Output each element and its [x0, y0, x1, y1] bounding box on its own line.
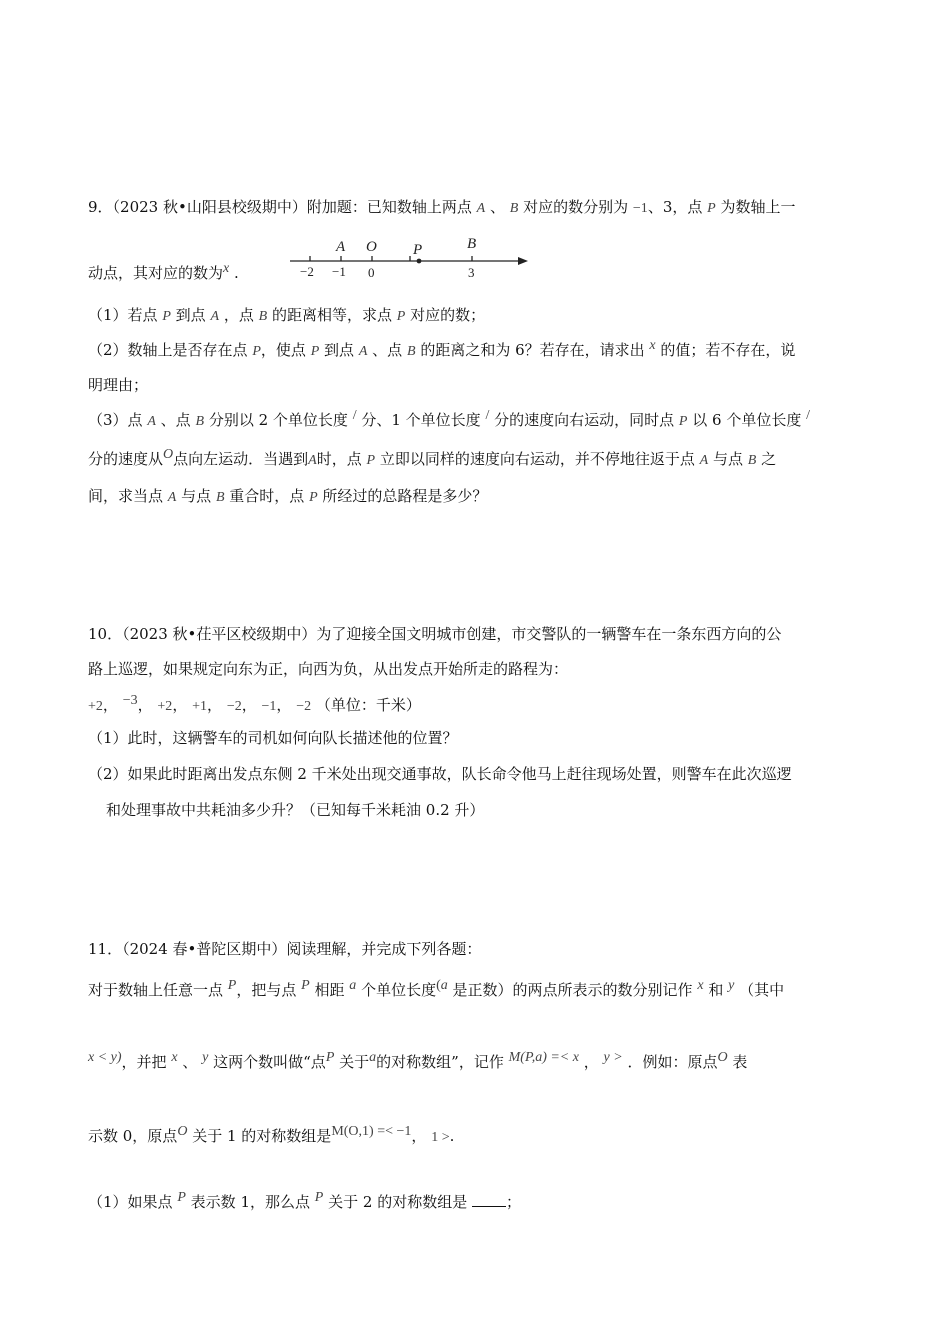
q9-text: （1）若点 — [88, 306, 158, 324]
comma: ， — [102, 696, 118, 714]
var-x: x — [223, 261, 230, 276]
q11-text: 表示数 1，那么点 — [190, 1193, 310, 1211]
slash-symbol: / — [806, 408, 811, 423]
q9-text: 之 — [761, 450, 777, 468]
comma: ， — [241, 696, 257, 714]
symmetric-pair-expr: 1 > — [431, 1130, 450, 1145]
q11-sub1 — [88, 1191, 521, 1215]
q10-sub2-cont — [106, 799, 484, 821]
q11-text: 相距 — [314, 981, 345, 999]
q9-text: 与点 — [181, 487, 212, 505]
symmetric-pair-expr: M(P,a) =< x — [508, 1050, 579, 1065]
q10-line-2 — [88, 658, 568, 680]
point-label-o: O — [366, 239, 377, 255]
q11-text: ， — [583, 1053, 599, 1071]
var-p: P — [396, 309, 406, 324]
comma: ， — [207, 696, 223, 714]
q9-text: 分别以 2 个单位长度 — [208, 411, 348, 429]
q10-sub1 — [88, 727, 458, 749]
q11-text: 和 — [708, 981, 724, 999]
comma: ， — [137, 696, 153, 714]
var-b: B — [406, 344, 416, 359]
q9-text: 的值；若不存在，说 — [660, 341, 796, 359]
route-value: −2 — [226, 699, 242, 714]
q11-text: （1）如果点 — [88, 1193, 173, 1211]
q9-text: 与点 — [713, 450, 744, 468]
q10-text: 和处理事故中共耗油多少升？（已知每千米耗油 0.2 升） — [106, 801, 485, 819]
var-p: P — [678, 414, 688, 429]
q11-text: 表 — [732, 1053, 748, 1071]
q10-text: （2）如果此时距离出发点东侧 2 千米处出现交通事故，队长命令他马上赶往现场处置，则警车在此次巡逻 — [88, 765, 792, 783]
q11-text: 示数 0，原点 — [88, 1127, 178, 1145]
var-a-lower: a — [369, 1050, 377, 1065]
var-p: P — [252, 344, 261, 359]
q9-text: 时，点 — [316, 450, 362, 468]
var-b: B — [747, 453, 757, 468]
q9-sub2 — [88, 339, 795, 363]
route-value: +2 — [88, 699, 103, 714]
q11-text: ，把与点 — [236, 981, 297, 999]
var-b: B — [195, 414, 205, 429]
q9-text: . — [234, 264, 239, 282]
var-o: O — [163, 447, 174, 462]
symmetric-pair-expr: y > — [603, 1050, 623, 1065]
q11-text: 的对称数组”，记作 — [376, 1053, 504, 1071]
var-x: x — [649, 338, 656, 353]
var-b: B — [258, 309, 268, 324]
q11-text: 是正数）的两点所表示的数分别记作 — [452, 981, 693, 999]
q10-text: 10．（2023 秋•茌平区校级期中）为了迎接全国文明城市创建，市交警队的一辆警车在一条东西方向的公 — [88, 625, 782, 643]
value-neg1: −1 — [632, 201, 648, 216]
q11-text: 这两个数叫做“点 — [213, 1053, 326, 1071]
q9-text: 对应的数； — [410, 306, 486, 324]
q9-text: 分的速度从 — [88, 450, 164, 468]
var-a-lower: a — [349, 978, 357, 993]
q9-text: 间，求当点 — [88, 487, 164, 505]
q11-line-1 — [88, 938, 481, 960]
tick-label: 0 — [368, 265, 375, 280]
q9-text: 的距离相等，求点 — [271, 306, 392, 324]
point-label-b: B — [467, 236, 477, 252]
q9-text: 到点 — [324, 341, 355, 359]
slash-symbol: / — [352, 408, 357, 423]
q11-text: 关于 — [339, 1053, 370, 1071]
q9-sub3 — [88, 409, 810, 433]
paren-open: ( — [436, 978, 441, 993]
q9-sub3-line2 — [88, 448, 776, 472]
var-p: P — [162, 309, 171, 324]
number-line-figure — [290, 236, 540, 280]
var-o: O — [717, 1050, 728, 1065]
q9-sub3-line3 — [88, 485, 487, 509]
var-b: B — [509, 201, 519, 216]
route-value: +1 — [192, 699, 208, 714]
q10-text: （1）此时，这辆警车的司机如何向队长描述他的位置？ — [88, 729, 458, 747]
q9-sub1 — [88, 304, 485, 328]
var-p: P — [309, 490, 318, 505]
q11-line-3 — [88, 1051, 747, 1075]
q9-text: 的距离之和为 6？若存在，请求出 — [420, 341, 645, 359]
q10-sub2 — [88, 763, 792, 785]
q9-text: 为数轴上一 — [720, 198, 796, 216]
var-a: A — [210, 309, 220, 324]
route-value: +2 — [157, 699, 173, 714]
tick-label: −2 — [300, 264, 314, 279]
q11-text: 个单位长度 — [361, 981, 437, 999]
var-p: P — [177, 1190, 186, 1205]
q11-text: ．例如：原点 — [627, 1053, 718, 1071]
q10-values-line — [88, 694, 421, 718]
q9-text: 到点 — [175, 306, 206, 324]
q9-line-2 — [88, 262, 239, 286]
q11-line-4 — [88, 1125, 454, 1149]
var-b: B — [215, 490, 225, 505]
tick-label: 3 — [468, 265, 475, 280]
var-a: A — [147, 414, 156, 429]
q10-line-1 — [88, 623, 781, 645]
q11-text: （其中 — [739, 981, 785, 999]
q9-text: 动点，其对应的数为 — [88, 264, 224, 282]
q9-text: （3）点 — [88, 411, 143, 429]
q9-text: 对应的数分别为 — [523, 198, 629, 216]
q9-line-1 — [88, 196, 796, 220]
q9-text: 点向左运动．当遇到 — [173, 450, 309, 468]
var-p: P — [366, 453, 376, 468]
q9-text: 明理由； — [88, 376, 149, 394]
var-a: A — [699, 453, 709, 468]
var-p: P — [310, 344, 320, 359]
route-value: −2 — [296, 699, 312, 714]
var-a: A — [167, 490, 177, 505]
var-p: P — [301, 978, 310, 993]
comma: ， — [276, 696, 292, 714]
inequality-expr: x < y) — [88, 1050, 122, 1065]
symmetric-pair-expr: M(O,1) =< −1 — [331, 1124, 412, 1139]
var-p: P — [314, 1190, 324, 1205]
q9-text: ，点 — [223, 306, 254, 324]
q9-text: ，使点 — [260, 341, 306, 359]
q11-text: . — [449, 1127, 455, 1145]
q9-text: 9．（2023 秋•山阳县校级期中）附加题：已知数轴上两点 — [88, 198, 472, 216]
q9-text: （2）数轴上是否存在点 — [88, 341, 248, 359]
q9-text: 、3，点 — [647, 198, 703, 216]
q9-text: 、 — [489, 198, 505, 216]
q9-text: 以 6 个单位长度 — [692, 411, 802, 429]
var-a: A — [358, 344, 368, 359]
var-x: x — [697, 978, 704, 993]
q9-text: 立即以同样的速度向右运动，并不停地往返于点 — [379, 450, 695, 468]
var-o: O — [177, 1124, 188, 1139]
q9-text: 重合时，点 — [229, 487, 305, 505]
q11-text: 对于数轴上任意一点 — [88, 981, 224, 999]
comma: ， — [172, 696, 188, 714]
q10-text: 路上巡逻，如果规定向东为正，向西为负，从出发点开始所走的路程为： — [88, 660, 569, 678]
var-a: A — [308, 453, 317, 468]
point-label-p: P — [413, 242, 423, 258]
q11-text: 关于 2 的对称数组是 — [328, 1193, 468, 1211]
q9-text: 、点 — [160, 411, 191, 429]
q9-text: 、点 — [372, 341, 403, 359]
var-p: P — [325, 1050, 335, 1065]
q11-line-2 — [88, 979, 784, 1003]
q11-text: 11．（2024 春•普陀区期中）阅读理解，并完成下列各题： — [88, 940, 482, 958]
q9-text: 所经过的总路程是多少？ — [322, 487, 488, 505]
q11-text: 、 — [182, 1053, 198, 1071]
tick-label: −1 — [332, 264, 346, 279]
var-x: x — [171, 1050, 178, 1065]
point-p-dot — [417, 259, 422, 264]
var-a: A — [476, 201, 486, 216]
arrow-right-icon — [518, 257, 528, 265]
var-y: y — [202, 1050, 209, 1065]
q11-text: ； — [505, 1193, 521, 1211]
var-p: P — [227, 978, 237, 993]
var-y: y — [728, 978, 735, 993]
q9-sub2-cont — [88, 374, 148, 396]
q11-text: ， — [411, 1127, 427, 1145]
var-a-lower: a — [440, 978, 448, 993]
q9-text: 分、1 个单位长度 — [361, 411, 481, 429]
q11-text: 关于 1 的对称数组是 — [192, 1127, 332, 1145]
point-label-a: A — [336, 239, 346, 255]
q9-text: 分的速度向右运动，同时点 — [494, 411, 675, 429]
route-value: −3 — [122, 693, 138, 708]
slash-symbol: / — [485, 408, 490, 423]
answer-blank[interactable] — [472, 1192, 506, 1207]
route-value: −1 — [261, 699, 277, 714]
q11-text: ，并把 — [121, 1053, 167, 1071]
q10-unit: （单位：千米） — [315, 696, 421, 714]
var-p: P — [707, 201, 716, 216]
